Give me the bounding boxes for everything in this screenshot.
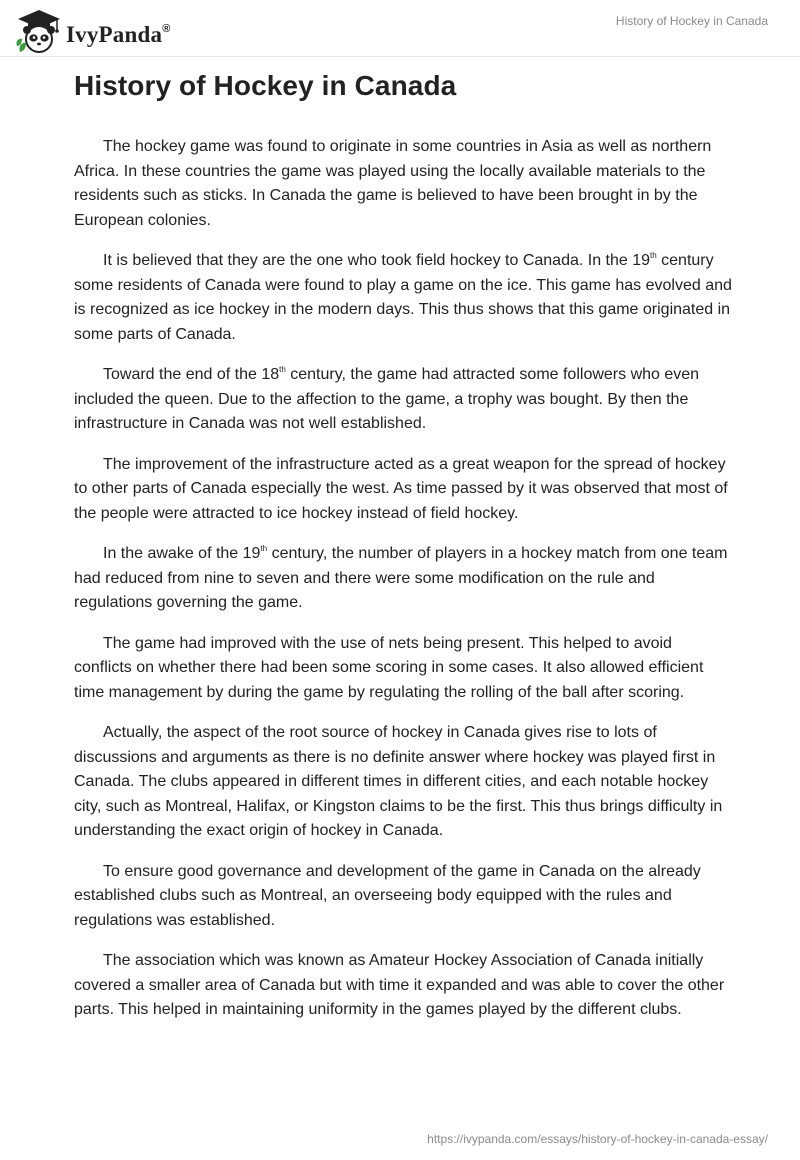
page-title: History of Hockey in Canada — [74, 70, 457, 101]
paragraph-6: The game had improved with the use of nets being present. This helped to avoid conflicts on whether there had been some scoring in some cases. It also allowed efficient time management by during the game by regulating the rolling of the ball after scoring. — [74, 634, 704, 701]
paragraph-7: Actually, the aspect of the root source of hockey in Canada gives rise to lots of discussions and arguments as there is no definite answer where hockey was played first in Canada. The clubs appeared in different times in different cities, and each notable hockey city, such as Montreal, Halifax, or Kingston claims to be the first. This thus brings difficulty in understanding the exact origin of hockey in Canada. — [74, 724, 723, 839]
header-document-title: History of Hockey in Canada — [615, 14, 768, 28]
paragraph-4: The improvement of the infrastructure acted as a great weapon for the spread of hockey to other parts of Canada especially the west. As time passed by it was observed that most of the people were attracted to ice hockey instead of field hockey. — [74, 455, 728, 522]
paragraph-1: The hockey game was found to originate in some countries in Asia as well as northern Africa. In these countries the game was played using the locally available materials to the residents such as sticks. In Canada the game is believed to have been brought in by the European colonies. — [74, 138, 712, 229]
ivypanda-logo[interactable] — [14, 8, 171, 56]
paragraph-2: It is believed that they are the one who took field hockey to Canada. In the 19th century some residents of Canada were found to play a game on the ice. This game has evolved and is recognized as ice hockey in the modern days. This thus shows that this game originated in some parts of Canada. — [74, 251, 732, 343]
paragraph-3: Toward the end of the 18th century, the game had attracted some followers who even included the queen. Due to the affection to the game, a trophy was bought. By then the infrastructure in Canada was not well established. — [74, 365, 700, 432]
paragraph-9: The association which was known as Amateur Hockey Association of Canada initially covered a smaller area of Canada but with time it expanded and was able to cover the other parts. This helped in maintaining uniformity in the games played by the different clubs. — [74, 952, 725, 1018]
paragraph-8: To ensure good governance and development of the game in Canada on the already established clubs such as Montreal, an overseeing body equipped with the rules and regulations was established. — [74, 862, 701, 929]
panda-graduate-icon — [14, 8, 64, 56]
source-url[interactable]: https://ivypanda.com/essays/history-of-hockey-in-canada-essay/ — [427, 1132, 768, 1146]
page-header — [0, 0, 800, 70]
essay-body — [74, 135, 734, 1039]
paragraph-5: In the awake of the 19th century, the number of players in a hockey match from one team had reduced from nine to seven and there were some modification on the rule and regulations governing the game. — [74, 544, 728, 611]
logo-wordmark: IvyPanda® — [66, 22, 171, 47]
header-divider — [0, 56, 800, 57]
